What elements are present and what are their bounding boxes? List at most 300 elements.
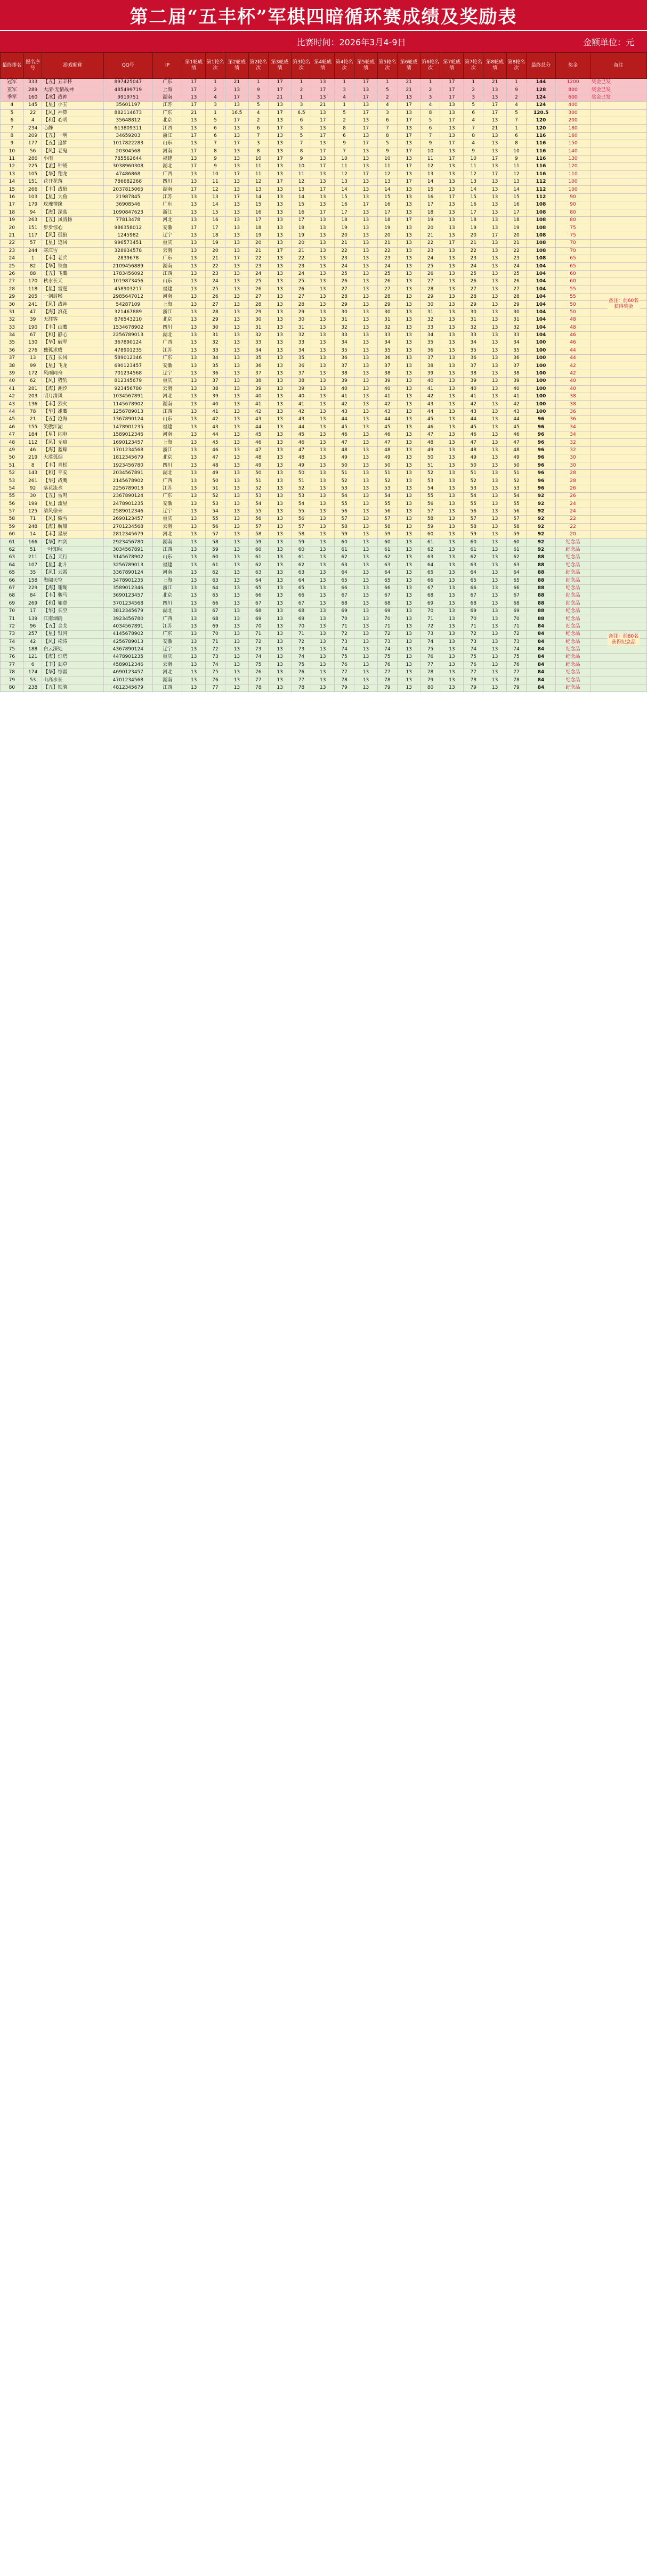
table-cell: 84	[23, 592, 42, 600]
table-cell: 56	[377, 508, 397, 515]
table-cell: 43	[1, 401, 24, 408]
table-cell: 13	[311, 454, 335, 462]
table-cell: 13	[354, 247, 378, 255]
table-cell: 13	[483, 94, 507, 101]
table-cell: 13	[483, 485, 507, 492]
table-cell: 3	[292, 125, 311, 132]
table-cell: 30	[556, 454, 591, 462]
table-cell: 【华】神剑	[42, 539, 103, 546]
table-cell	[590, 324, 646, 331]
table-cell: 9	[507, 86, 527, 94]
table-cell: 13	[268, 385, 292, 393]
table-cell: 【丰】星辰	[42, 531, 103, 539]
table-cell: 17	[268, 247, 292, 255]
table-cell: 78	[248, 684, 268, 691]
table-cell: 19	[206, 240, 225, 247]
table-cell	[590, 263, 646, 270]
table-cell: 13	[311, 607, 335, 615]
table-cell: 13	[397, 546, 420, 553]
table-cell	[590, 531, 646, 539]
table-row	[1, 301, 647, 308]
table-cell: 38	[377, 370, 397, 377]
table-row	[1, 446, 647, 454]
table-cell: 14	[206, 201, 225, 209]
table-cell: 12	[335, 170, 354, 178]
table-cell: 73	[335, 638, 354, 646]
table-cell: 13	[354, 516, 378, 523]
table-cell: 190	[23, 324, 42, 331]
table-cell: 13	[397, 439, 420, 446]
table-row	[1, 102, 647, 109]
table-cell: 66	[377, 584, 397, 592]
table-cell: 13	[397, 469, 420, 477]
table-cell: 13	[483, 646, 507, 653]
table-cell: 55	[556, 293, 591, 300]
table-cell: 24	[248, 270, 268, 278]
table-cell: 59	[420, 523, 440, 531]
table-cell: 13	[182, 170, 206, 178]
table-cell: 64	[292, 577, 311, 584]
table-cell: 13	[354, 224, 378, 232]
table-cell: 寒江雪	[42, 247, 103, 255]
table-cell: 13	[440, 416, 464, 423]
table-cell: 13	[397, 485, 420, 492]
table-cell: 2985647012	[103, 293, 152, 300]
table-cell: 21	[268, 94, 292, 101]
table-cell: 71	[1, 615, 24, 623]
table-cell: 166	[23, 539, 42, 546]
table-cell: 13	[225, 339, 248, 347]
table-cell: 33	[335, 331, 354, 339]
table-cell: 53	[377, 485, 397, 492]
table-cell: 13	[354, 370, 378, 377]
table-cell: 13	[225, 401, 248, 408]
table-cell: 25	[292, 278, 311, 286]
table-cell: 43	[206, 423, 225, 431]
table-cell: 80	[556, 209, 591, 216]
table-cell: 58	[420, 516, 440, 523]
table-cell: 50	[377, 462, 397, 469]
table-cell: 17	[483, 170, 507, 178]
table-cell: 13	[440, 600, 464, 607]
table-cell: 54	[206, 508, 225, 515]
table-cell: 13	[225, 431, 248, 438]
table-cell: 13	[397, 607, 420, 615]
table-cell: 13	[354, 523, 378, 531]
table-cell: 13	[268, 324, 292, 331]
table-cell: 64	[1, 561, 24, 569]
table-cell: 55	[420, 493, 440, 500]
table-cell: 17	[268, 109, 292, 117]
table-cell: 13	[397, 493, 420, 500]
table-cell: 43	[377, 408, 397, 415]
table-cell: 21	[292, 247, 311, 255]
table-cell: 【丰】青松	[42, 462, 103, 469]
table-cell: 39	[420, 370, 440, 377]
table-cell: 4145678902	[103, 631, 152, 638]
table-cell: 39	[1, 370, 24, 377]
table-cell: 26	[335, 278, 354, 286]
table-cell: 33	[292, 339, 311, 347]
table-cell: 41	[507, 393, 527, 401]
table-cell: 29	[420, 293, 440, 300]
table-cell: 13	[311, 546, 335, 553]
table-cell: 13	[483, 554, 507, 561]
table-cell: 【五】追梦	[42, 140, 103, 148]
table-cell: 云南	[152, 247, 182, 255]
table-cell: 35	[377, 347, 397, 354]
table-row	[1, 170, 647, 178]
table-cell: 22	[335, 247, 354, 255]
table-cell: 13	[268, 469, 292, 477]
table-cell: 92	[526, 508, 555, 515]
table-cell: 13	[483, 378, 507, 385]
table-cell: 23	[248, 263, 268, 270]
table-cell: 65	[1, 569, 24, 577]
table-cell: 104	[526, 293, 555, 300]
table-cell: 60	[507, 539, 527, 546]
table-cell: 9	[420, 140, 440, 148]
table-cell: 13	[182, 469, 206, 477]
table-cell: 13	[268, 308, 292, 316]
table-cell: 46	[507, 431, 527, 438]
table-cell: 21	[397, 79, 420, 86]
table-cell: 13	[225, 155, 248, 162]
table-cell: 30	[335, 308, 354, 316]
table-cell: 701234568	[103, 370, 152, 377]
table-cell: 纪念品	[556, 539, 591, 546]
table-cell: 77813478	[103, 217, 152, 224]
table-cell: 44	[507, 416, 527, 423]
table-cell: 【五】风清扬	[42, 217, 103, 224]
table-cell: 13	[268, 516, 292, 523]
table-cell: 3923456780	[103, 615, 152, 623]
table-cell: 纪念品	[556, 654, 591, 661]
table-cell: 17	[182, 224, 206, 232]
table-cell: 13	[483, 431, 507, 438]
table-cell: 13	[440, 263, 464, 270]
table-cell: 46	[292, 439, 311, 446]
table-cell: 13	[354, 546, 378, 553]
table-cell: 47	[23, 308, 42, 316]
table-cell: 17	[182, 102, 206, 109]
table-cell	[590, 684, 646, 691]
table-cell: 13	[182, 669, 206, 676]
table-cell: 108	[526, 232, 555, 239]
table-cell: 37	[1, 355, 24, 362]
table-cell: 辽宁	[152, 370, 182, 377]
table-cell: 60	[464, 539, 483, 546]
table-cell: 13	[440, 607, 464, 615]
table-cell: 13	[354, 638, 378, 646]
table-cell: 13	[483, 569, 507, 577]
table-cell: 广西	[152, 170, 182, 178]
table-cell: 3367890124	[103, 569, 152, 577]
table-cell	[590, 485, 646, 492]
table-cell: 13	[397, 393, 420, 401]
column-header: 第6轮成绩	[397, 53, 420, 79]
table-cell: 32	[1, 316, 24, 324]
table-cell: 3589012346	[103, 584, 152, 592]
column-header: 报名序号	[23, 53, 42, 79]
table-cell: 55	[507, 500, 527, 508]
table-cell: 广东	[152, 201, 182, 209]
table-cell: 2367890124	[103, 493, 152, 500]
table-cell: 7	[377, 125, 397, 132]
table-cell: 51	[292, 477, 311, 485]
table-cell: 41	[377, 393, 397, 401]
table-cell: 4	[23, 117, 42, 124]
table-cell: 261	[23, 477, 42, 485]
table-cell: 57	[507, 516, 527, 523]
table-cell: 96	[526, 485, 555, 492]
table-cell: 13	[440, 684, 464, 691]
table-cell: 49	[507, 454, 527, 462]
table-cell: 13	[225, 286, 248, 293]
table-cell: 13	[440, 148, 464, 155]
column-header: 第7轮名次	[464, 53, 483, 79]
table-cell: 20	[556, 531, 591, 539]
table-cell: 20	[1, 224, 24, 232]
table-cell: 47	[507, 439, 527, 446]
table-cell: 17	[354, 79, 378, 86]
table-cell: 【星】大鱼	[42, 193, 103, 201]
table-cell: 690123457	[103, 362, 152, 370]
table-cell: 13	[440, 255, 464, 262]
table-cell: 47486868	[103, 170, 152, 178]
table-row	[1, 148, 647, 155]
table-cell: 84	[526, 676, 555, 684]
table-cell: 104	[526, 324, 555, 331]
table-cell: 41	[206, 408, 225, 415]
table-cell: 13	[311, 347, 335, 354]
table-cell: 13	[440, 516, 464, 523]
table-cell: 77	[420, 661, 440, 669]
table-cell: 26	[420, 270, 440, 278]
table-cell	[590, 607, 646, 615]
table-cell: 400	[556, 102, 591, 109]
table-cell: 34	[377, 339, 397, 347]
table-cell: 广西	[152, 615, 182, 623]
table-cell: 18	[464, 217, 483, 224]
table-row	[1, 416, 647, 423]
table-cell: 纪念品	[556, 607, 591, 615]
table-cell: 湖南	[152, 676, 182, 684]
table-cell: 13	[397, 669, 420, 676]
table-cell: 26	[248, 286, 268, 293]
table-cell: 13	[311, 125, 335, 132]
table-row	[1, 561, 647, 569]
table-cell: 13	[225, 638, 248, 646]
table-row	[1, 600, 647, 607]
table-cell: 58	[248, 531, 268, 539]
table-cell: 浙江	[152, 132, 182, 140]
table-cell: 13	[268, 439, 292, 446]
table-cell: 92	[526, 516, 555, 523]
table-cell: 【星】雷霆	[42, 286, 103, 293]
table-cell: 48	[556, 316, 591, 324]
table-cell: 四川	[152, 178, 182, 186]
table-cell: 13	[483, 132, 507, 140]
table-cell: 31	[292, 324, 311, 331]
table-cell: 160	[556, 132, 591, 140]
table-cell: 200	[556, 117, 591, 124]
column-header: 第8轮名次	[507, 53, 527, 79]
table-cell: 湖南	[152, 263, 182, 270]
table-cell: 50	[556, 308, 591, 316]
table-cell: 35	[248, 355, 268, 362]
table-cell: 100	[526, 385, 555, 393]
table-cell: 13	[225, 132, 248, 140]
table-cell: 21	[335, 240, 354, 247]
table-cell	[590, 125, 646, 132]
table-cell: 23	[377, 255, 397, 262]
table-cell: 50	[206, 477, 225, 485]
table-cell: 923456780	[103, 385, 152, 393]
table-cell: 75	[420, 646, 440, 653]
table-cell: 17	[225, 255, 248, 262]
table-cell: 36	[507, 355, 527, 362]
table-cell: 110	[556, 170, 591, 178]
table-cell: 15	[248, 201, 268, 209]
table-cell: 1	[292, 79, 311, 86]
table-cell: 13	[268, 209, 292, 216]
table-cell: 72	[377, 631, 397, 638]
table-cell: 248	[23, 523, 42, 531]
table-cell	[590, 592, 646, 600]
table-cell: 辽宁	[152, 508, 182, 515]
table-cell: 13	[268, 523, 292, 531]
table-cell: 40	[1, 378, 24, 385]
table-cell: 116	[526, 148, 555, 155]
table-row	[1, 638, 647, 646]
table-cell: 9	[507, 155, 527, 162]
table-cell: 71	[335, 623, 354, 630]
table-cell: 24	[292, 270, 311, 278]
table-cell: 116	[526, 170, 555, 178]
table-cell: 24	[1, 255, 24, 262]
table-cell: 3	[248, 140, 268, 148]
table-cell: 13	[483, 308, 507, 316]
table-cell: 63	[1, 554, 24, 561]
table-cell: 60	[377, 539, 397, 546]
table-cell: 105	[23, 170, 42, 178]
table-cell: 13	[440, 577, 464, 584]
table-cell: 13	[182, 584, 206, 592]
table-cell: 13	[440, 431, 464, 438]
table-cell: 21	[464, 240, 483, 247]
table-cell: 13	[225, 669, 248, 676]
table-cell: 17	[335, 209, 354, 216]
table-cell: 29	[206, 316, 225, 324]
table-cell: 51	[464, 469, 483, 477]
table-cell	[590, 623, 646, 630]
table-cell: 92	[526, 531, 555, 539]
table-cell: 96	[526, 469, 555, 477]
table-cell: 13	[182, 462, 206, 469]
table-cell: 13	[397, 500, 420, 508]
table-cell: 84	[526, 623, 555, 630]
table-cell: 1	[292, 94, 311, 101]
table-cell: 72	[464, 631, 483, 638]
table-cell: 84	[526, 638, 555, 646]
table-cell: 13	[354, 561, 378, 569]
table-cell: 16	[1, 193, 24, 201]
table-cell: 13	[483, 370, 507, 377]
table-cell: 13	[354, 623, 378, 630]
table-cell: 13	[225, 500, 248, 508]
table-cell: 13	[182, 308, 206, 316]
table-cell: 6	[464, 109, 483, 117]
table-row	[1, 485, 647, 492]
table-cell: 13	[354, 423, 378, 431]
table-cell: 58	[292, 531, 311, 539]
table-cell: 13	[397, 569, 420, 577]
table-cell: 17	[268, 178, 292, 186]
table-cell: 13	[354, 217, 378, 224]
table-cell: 【风】孤狼	[42, 232, 103, 239]
table-cell: 17	[440, 117, 464, 124]
table-cell: 8	[377, 132, 397, 140]
table-cell: 11	[206, 178, 225, 186]
table-cell: 57	[1, 508, 24, 515]
table-cell: 16	[335, 201, 354, 209]
table-cell: 26	[292, 286, 311, 293]
table-cell: 19	[292, 232, 311, 239]
table-cell: 42	[507, 401, 527, 408]
table-cell: 27	[1, 278, 24, 286]
table-cell: 88	[526, 592, 555, 600]
table-cell: 42	[206, 416, 225, 423]
table-cell: 76	[206, 676, 225, 684]
table-cell: 20	[420, 224, 440, 232]
table-cell: 13	[354, 477, 378, 485]
table-cell: 23	[292, 263, 311, 270]
table-cell: 13	[182, 508, 206, 515]
info-bar	[0, 30, 647, 52]
table-cell: 13	[292, 186, 311, 193]
table-cell: 42	[556, 370, 591, 377]
table-cell: 明月清风	[42, 393, 103, 401]
table-cell: 63	[377, 561, 397, 569]
table-cell: 66	[335, 584, 354, 592]
table-cell: 24	[464, 263, 483, 270]
table-cell: 73	[206, 654, 225, 661]
table-cell: 13	[397, 247, 420, 255]
table-cell	[590, 516, 646, 523]
table-cell: 26	[377, 278, 397, 286]
table-row	[1, 554, 647, 561]
table-cell: 13	[440, 401, 464, 408]
table-cell: 51	[507, 469, 527, 477]
table-cell: 13	[440, 393, 464, 401]
table-cell	[590, 401, 646, 408]
match-date: 比赛时间：2026年3月4-9日	[296, 37, 406, 47]
column-header: 奖金	[556, 53, 591, 79]
table-cell: 54	[1, 485, 24, 492]
table-cell: 589012346	[103, 355, 152, 362]
table-cell: 【海】潮汐	[42, 385, 103, 393]
table-cell: 3	[335, 86, 354, 94]
table-cell: 湖北	[152, 331, 182, 339]
table-cell: 34	[507, 339, 527, 347]
table-cell: 23	[335, 255, 354, 262]
table-cell: 63	[206, 577, 225, 584]
table-cell: 18	[248, 224, 268, 232]
table-cell: 13	[397, 94, 420, 101]
table-cell: 3	[377, 109, 397, 117]
table-cell: 13	[206, 193, 225, 201]
